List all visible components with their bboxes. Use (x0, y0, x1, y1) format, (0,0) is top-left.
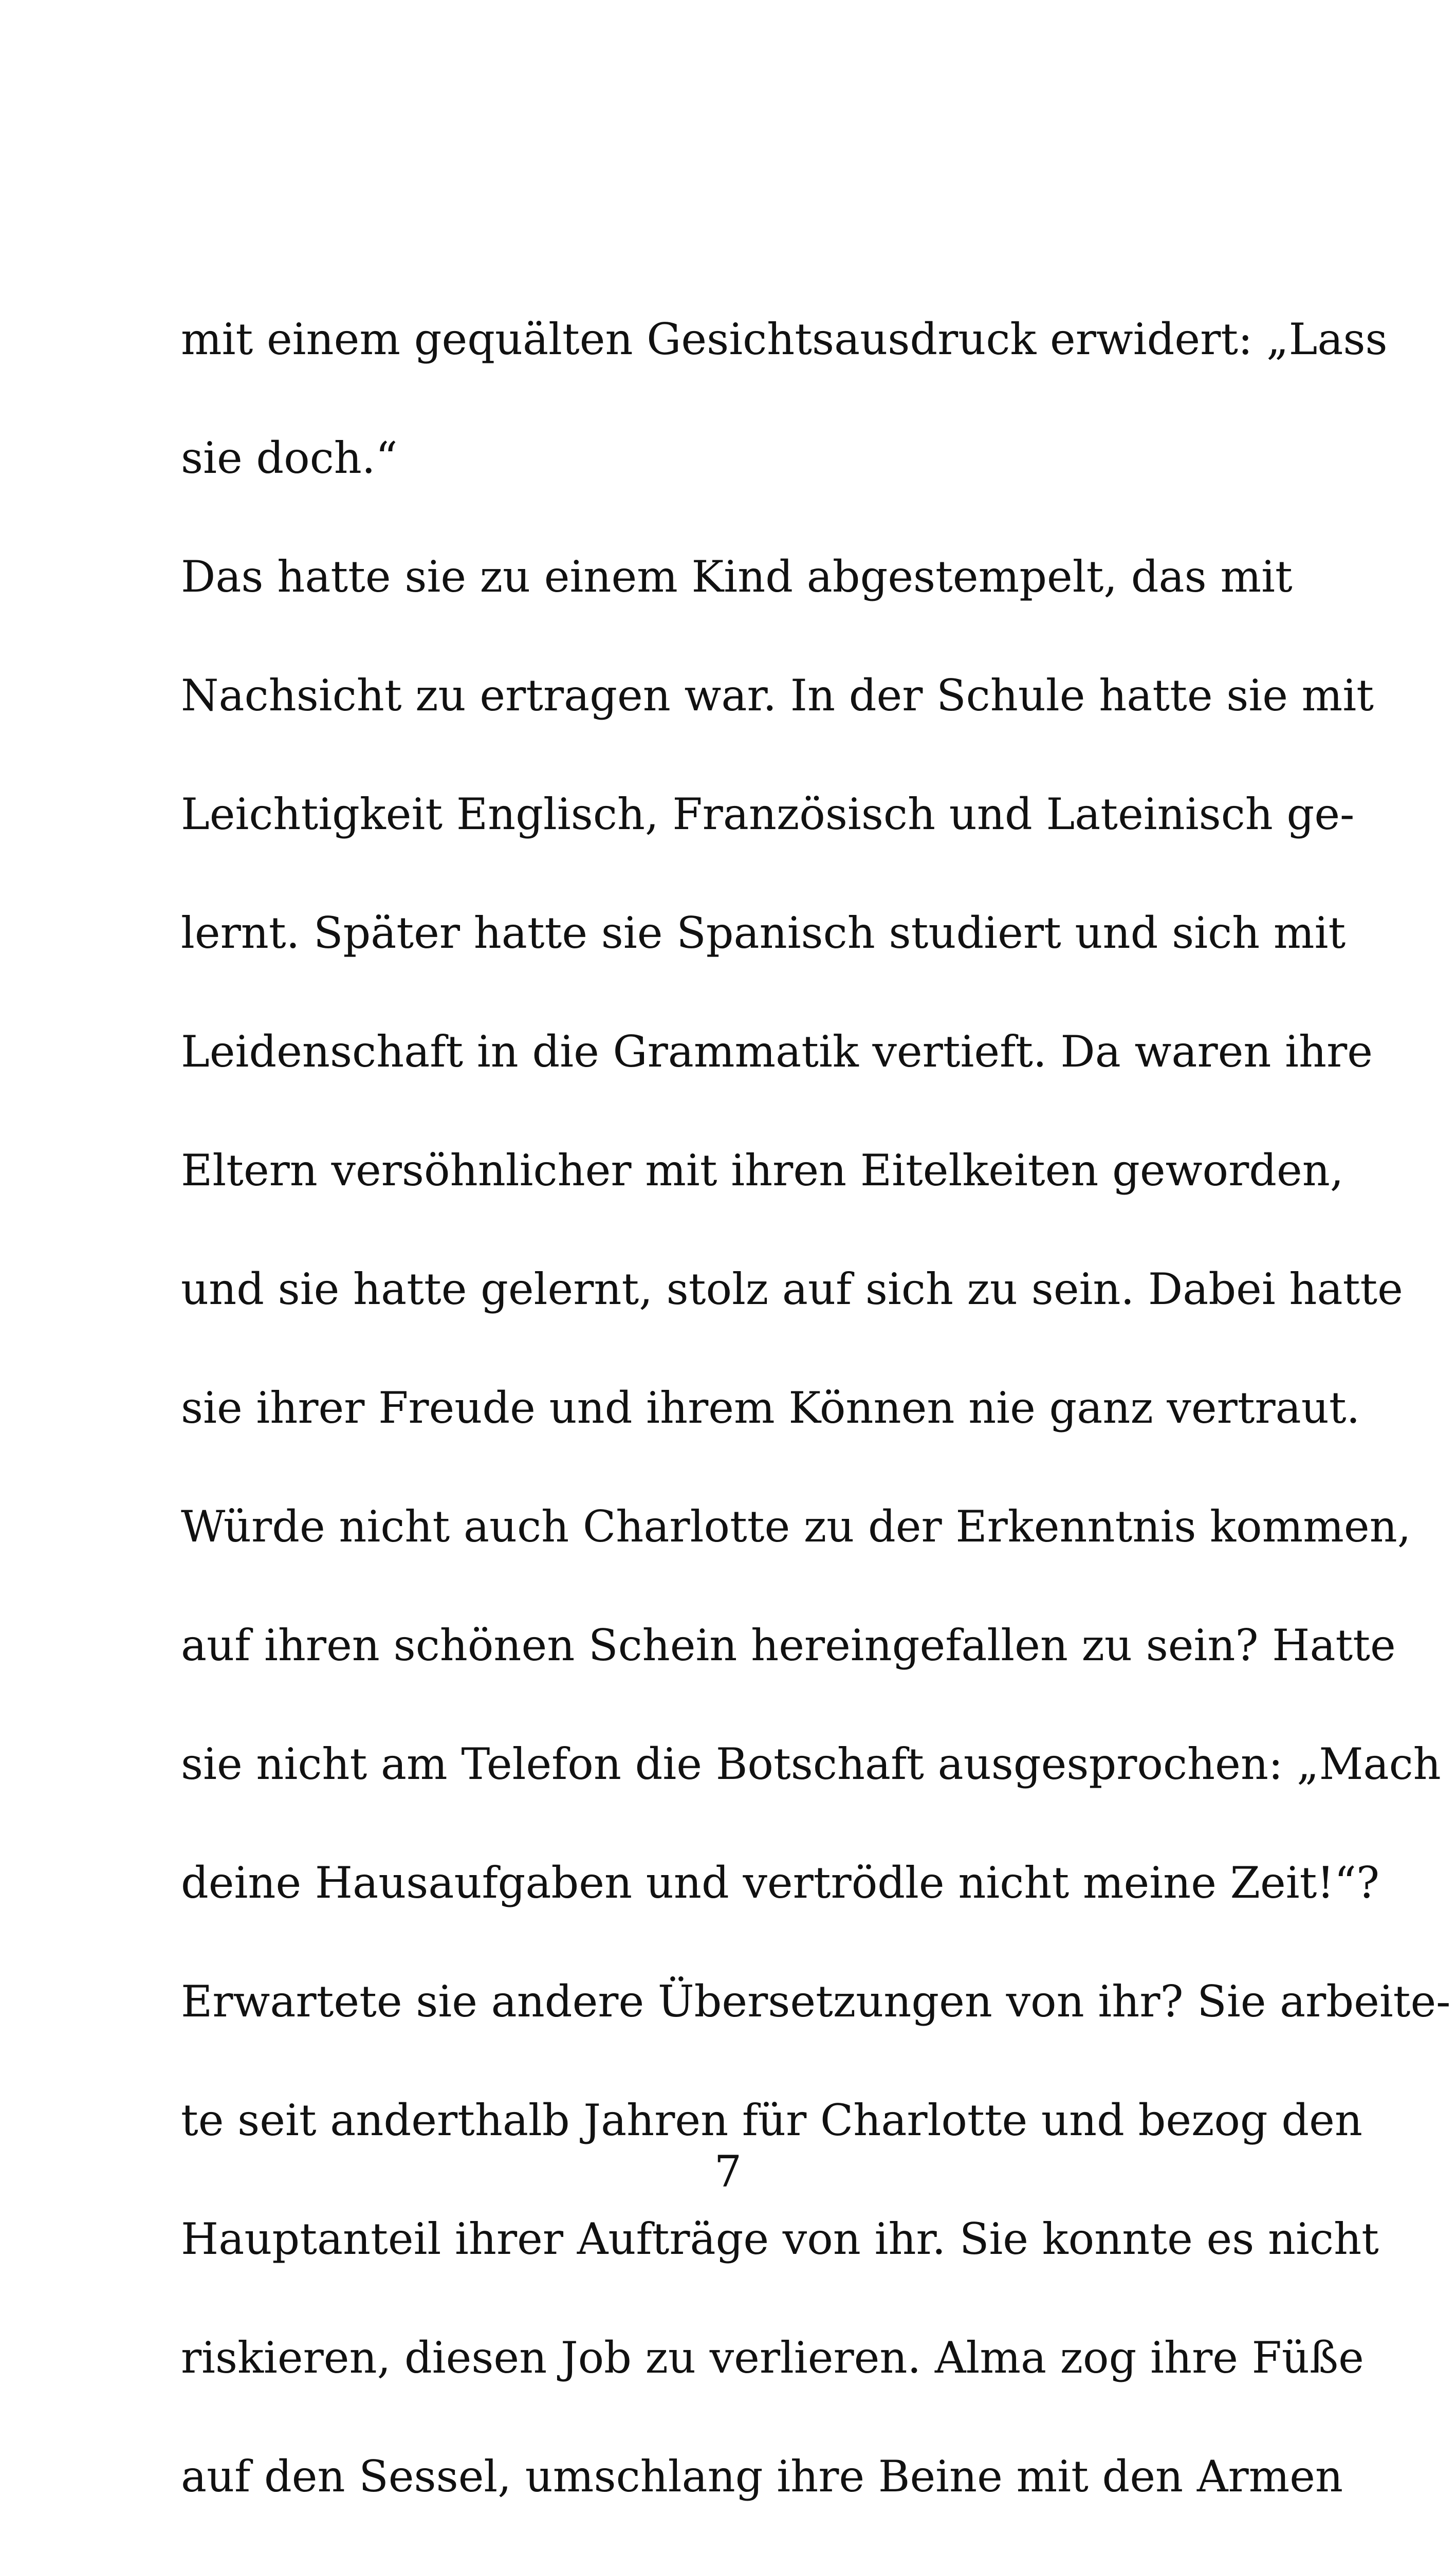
page-number: 7 (714, 2146, 742, 2197)
text-line (181, 2536, 1260, 2570)
text-line: Das hatte sie zu einem Kind abgestempelt, das mit (181, 552, 1293, 602)
text-line: auf ihren schönen Schein hereingefallen zu sein? Hatte (181, 1620, 1396, 1670)
text-line: mit einem gequälten Gesichtsausdruck erwidert: „Lass (181, 314, 1388, 364)
text-line: sie doch.“ (181, 433, 398, 483)
text-line: und sie hatte gelernt, stolz auf sich zu sein. Dabei hatte (181, 1264, 1403, 1314)
text-line: auf den Sessel, umschlang ihre Beine mit den Armen (181, 2451, 1343, 2502)
text-line: riskieren, diesen Job zu verlieren. Alma zog ihre Füße (181, 2333, 1364, 2383)
text-line: sie ihrer Freude und ihrem Können nie ganz vertraut. (181, 1383, 1360, 1433)
text-line: Leidenschaft in die Grammatik vertieft. Da waren ihre (181, 1026, 1373, 1077)
text-line: Nachsicht zu ertragen war. In der Schule hatte sie mit (181, 670, 1374, 721)
body-text (181, 280, 1451, 2570)
text-line: sie nicht am Telefon die Botschaft ausgesprochen: „Mach (181, 1739, 1441, 1789)
text-line: Hauptanteil ihrer Aufträge von ihr. Sie konnte es nicht (181, 2214, 1379, 2264)
text-line: Erwartete sie andere Übersetzungen von ihr? Sie arbeite- (181, 1976, 1451, 2027)
text-line: Leichtigkeit Englisch, Französisch und Lateinisch ge- (181, 789, 1355, 839)
text-line: te seit anderthalb Jahren für Charlotte und bezog den (181, 2095, 1362, 2145)
text-line: Würde nicht auch Charlotte zu der Erkenntnis kommen, (181, 1501, 1411, 1552)
text-line: lernt. Später hatte sie Spanisch studiert und sich mit (181, 908, 1346, 958)
text-line: deine Hausaufgaben und vertrödle nicht meine Zeit!“? (181, 1858, 1380, 1908)
text-line: Eltern versöhnlicher mit ihren Eitelkeiten geworden, (181, 1145, 1344, 1196)
